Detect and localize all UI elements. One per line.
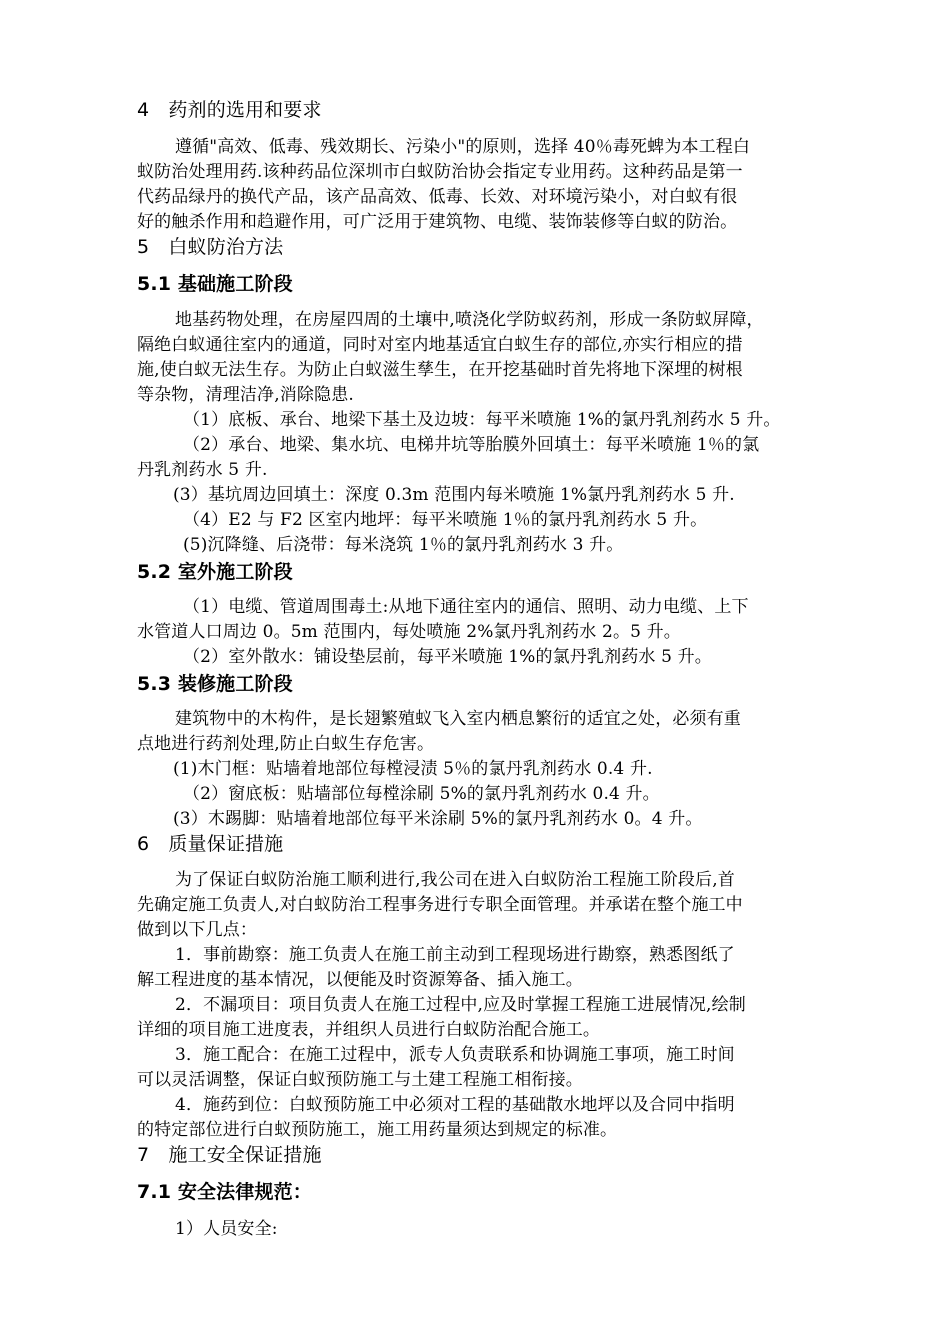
section-6-heading: 6 质量保证措施 xyxy=(137,833,284,855)
section-5-3-heading: 5.3 装修施工阶段 xyxy=(137,673,293,695)
paragraph-line: 等杂物，清理洁净,消除隐患. xyxy=(137,385,354,405)
paragraph-line: 代药品绿丹的换代产品，该产品高效、低毒、长效、对环境污染小，对白蚁有很 xyxy=(137,187,738,207)
list-item: （1）底板、承台、地梁下基土及边坡：每平米喷施 1%的氯丹乳剂药水 5 升。 xyxy=(183,410,781,430)
paragraph-line: 好的触杀作用和趋避作用，可广泛用于建筑物、电缆、装饰装修等白蚁的防治。 xyxy=(137,212,738,232)
list-item: （2）室外散水：铺设垫层前，每平米喷施 1%的氯丹乳剂药水 5 升。 xyxy=(183,647,712,667)
section-5-1-heading: 5.1 基础施工阶段 xyxy=(137,273,293,295)
paragraph-line: 先确定施工负责人,对白蚁防治工程事务进行专职全面管理。并承诺在整个施工中 xyxy=(137,895,743,915)
list-item-continuation: 水管道人口周边 0。5m 范围内，每处喷施 2%氯丹乳剂药水 2。5 升。 xyxy=(137,622,681,642)
list-item: （1）电缆、管道周围毒土:从地下通往室内的通信、照明、动力电缆、上下 xyxy=(183,597,749,617)
paragraph-line: 点地进行药剂处理,防止白蚁生存危害。 xyxy=(137,734,435,754)
paragraph-line: 隔绝白蚁通往室内的通道，同时对室内地基适宜白蚁生存的部位,亦实行相应的措 xyxy=(137,335,743,355)
list-item: (5)沉降缝、后浇带：每米浇筑 1％的氯丹乳剂药水 3 升。 xyxy=(183,535,624,555)
list-item-continuation: 的特定部位进行白蚁预防施工，施工用药量须达到规定的标准。 xyxy=(137,1120,618,1140)
list-item-continuation: 解工程进度的基本情况，以便能及时资源筹备、插入施工。 xyxy=(137,970,583,990)
paragraph-line: 施,使白蚁无法生存。为防止白蚁滋生孳生，在开挖基础时首先将地下深埋的树根 xyxy=(137,360,743,380)
list-item: （4）E2 与 F2 区室内地坪：每平米喷施 1％的氯丹乳剂药水 5 升。 xyxy=(183,510,708,530)
list-item: (3）木踢脚：贴墙着地部位每平米涂刷 5%的氯丹乳剂药水 0。4 升。 xyxy=(173,809,703,829)
section-5-2-heading: 5.2 室外施工阶段 xyxy=(137,561,293,583)
list-item: （2）窗底板：贴墙部位每樘涂刷 5%的氯丹乳剂药水 0.4 升。 xyxy=(183,784,660,804)
section-4-heading: 4 药剂的选用和要求 xyxy=(137,99,322,121)
paragraph-line: 蚁防治处理用药.该种药品位深圳市白蚁防治协会指定专业用药。这种药品是第一 xyxy=(137,162,743,182)
list-item: 3．施工配合：在施工过程中，派专人负责联系和协调施工事项，施工时间 xyxy=(175,1045,735,1065)
paragraph-line: 遵循"高效、低毒、残效期长、污染小"的原则，选择 40％毒死蜱为本工程白 xyxy=(175,137,751,157)
paragraph-line: 做到以下几点： xyxy=(137,920,258,940)
list-item: 1）人员安全: xyxy=(175,1219,278,1239)
list-item-continuation: 可以灵活调整，保证白蚁预防施工与土建工程施工相衔接。 xyxy=(137,1070,583,1090)
paragraph-line: 为了保证白蚁防治施工顺利进行,我公司在进入白蚁防治工程施工阶段后,首 xyxy=(175,870,735,890)
list-item: (3）基坑周边回填土：深度 0.3m 范围内每米喷施 1%氯丹乳剂药水 5 升. xyxy=(173,485,735,505)
section-5-heading: 5 白蚁防治方法 xyxy=(137,236,284,258)
section-7-1-heading: 7.1 安全法律规范： xyxy=(137,1181,312,1203)
list-item: 1．事前勘察：施工负责人在施工前主动到工程现场进行勘察，熟悉图纸了 xyxy=(175,945,735,965)
list-item: 2．不漏项目：项目负责人在施工过程中,应及时掌握工程施工进展情况,绘制 xyxy=(175,995,746,1015)
paragraph-line: 建筑物中的木构件，是长翅繁殖蚁飞入室内栖息繁衍的适宜之处，必须有重 xyxy=(175,709,741,729)
section-7-heading: 7 施工安全保证措施 xyxy=(137,1144,322,1166)
list-item-continuation: 详细的项目施工进度表，并组织人员进行白蚁防治配合施工。 xyxy=(137,1020,601,1040)
list-item: （2）承台、地梁、集水坑、电梯井坑等胎膜外回填土：每平米喷施 1％的氯 xyxy=(183,435,760,455)
list-item: (1)木门框：贴墙着地部位每樘浸渍 5％的氯丹乳剂药水 0.4 升. xyxy=(173,759,653,779)
paragraph-line: 地基药物处理，在房屋四周的土壤中,喷浇化学防蚁药剂，形成一条防蚁屏障， xyxy=(175,310,764,330)
list-item: 4．施药到位：白蚁预防施工中必须对工程的基础散水地坪以及合同中指明 xyxy=(175,1095,735,1115)
list-item-continuation: 丹乳剂药水 5 升. xyxy=(137,460,268,480)
